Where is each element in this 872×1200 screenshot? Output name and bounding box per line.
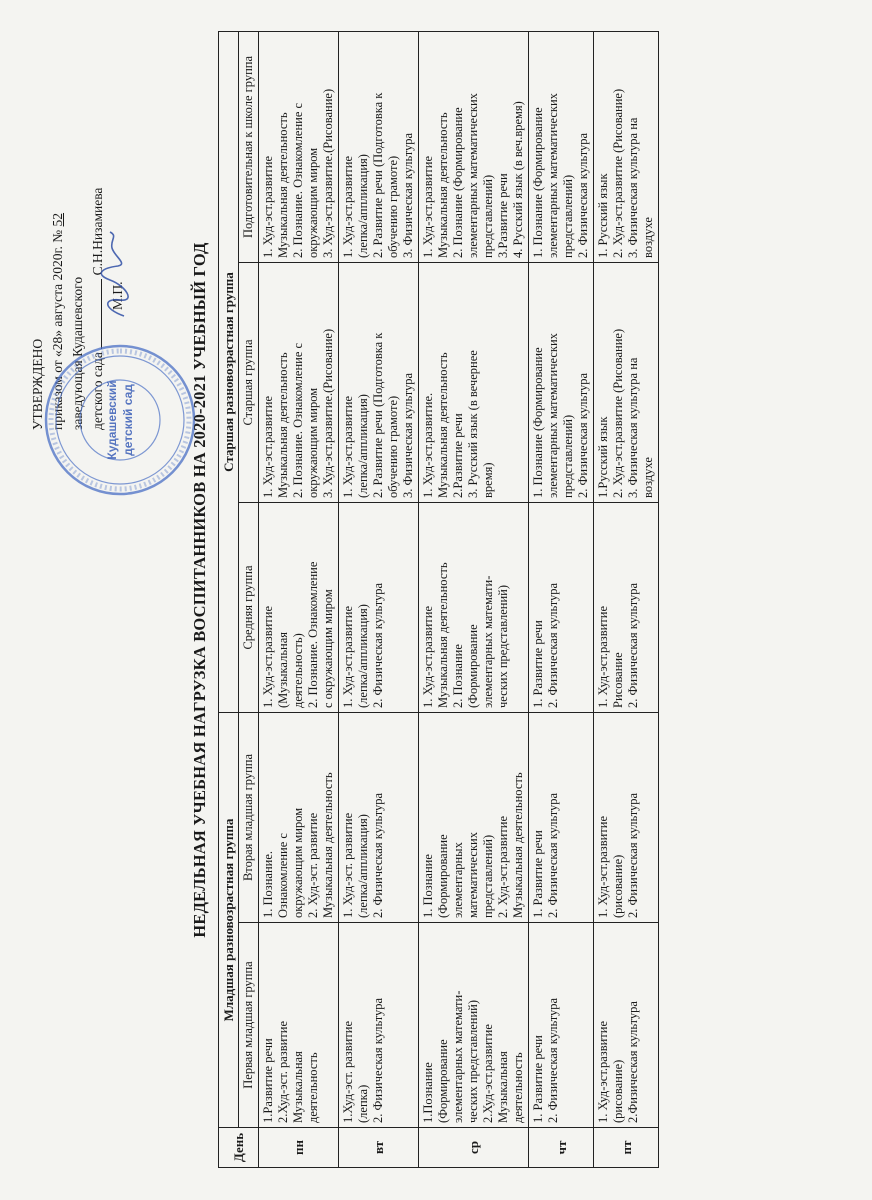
stamp-center-line2: детский сад	[121, 384, 135, 456]
activity-line: 1. Худ-эст.развитие	[261, 395, 275, 498]
senior-group-header: Старшая разновозрастная группа	[219, 32, 239, 713]
activity-line: представлений)	[481, 834, 495, 918]
activity-line: (лепка/аппликация)	[356, 154, 370, 258]
activity-line: 1.Русский язык	[596, 416, 610, 498]
activity-line: элементарных математи-	[481, 575, 495, 708]
round-seal-stamp	[40, 340, 200, 500]
column-header: Вторая младшая группа	[239, 713, 259, 923]
activity-line: 2. Познание. Ознакомление с	[291, 342, 305, 498]
schedule-cell	[594, 923, 659, 1128]
approval-signer-name: С.Н.Низамиева	[90, 187, 105, 276]
activity-line: представлений)	[481, 174, 495, 258]
day-cell: чт	[529, 1128, 594, 1168]
activity-line: Музыкальная	[496, 1051, 510, 1123]
activity-line: 2. Физическая культура	[371, 582, 385, 708]
activity-line: математических	[466, 832, 480, 918]
activity-line: 2. Физическая культура	[626, 792, 640, 918]
schedule-cell	[594, 263, 659, 503]
activity-line: 1. Познание (Формирование	[531, 107, 545, 258]
activity-line: Музыкальная деятельность	[436, 112, 450, 258]
activity-line: 2. Физическая культура	[371, 997, 385, 1123]
activity-line: элементарных математических	[546, 93, 560, 258]
column-header: Средняя группа	[239, 503, 259, 713]
table-row	[339, 32, 419, 1168]
schedule-cell	[594, 503, 659, 713]
activity-line: 3.Развитие речи	[496, 173, 510, 258]
activity-line: окружающим миром	[306, 387, 320, 498]
activity-line: элементарных математи-	[451, 990, 465, 1123]
approval-position: заведующая Кудашевского	[70, 276, 85, 430]
activity-line: Ознакомление с	[276, 833, 290, 918]
activity-line: элементарных математических	[466, 93, 480, 258]
activity-line: 3. Физическая культура на	[626, 117, 640, 258]
activity-line: 1.Худ-эст. развитие	[341, 1020, 355, 1123]
activity-line: деятельность)	[291, 633, 305, 708]
document-title: НЕДЕЛЬНАЯ УЧЕБНАЯ НАГРУЗКА ВОСПИТАННИКОВ НА 2020-2021 УЧЕБНЫЙ ГОД	[190, 242, 209, 938]
approval-org: детского сада	[90, 352, 105, 430]
approval-order-number: 52	[50, 212, 65, 227]
activity-line: 2. Физическая культура	[546, 997, 560, 1123]
group-header-row	[219, 32, 239, 1168]
activity-line: 3. Худ-эст.развитие.(Рисование)	[321, 88, 335, 258]
schedule-cell	[339, 713, 419, 923]
activity-line: 2. Развитие речи (Подготовка к	[371, 332, 385, 498]
table-row	[594, 32, 659, 1168]
activity-line: (лепка/аппликация)	[356, 814, 370, 918]
activity-line: 3. Физическая культура	[401, 372, 415, 498]
activity-line: 2. Физическая культура	[576, 372, 590, 498]
activity-line: 1. Худ-эст.развитие	[421, 155, 435, 258]
day-cell: вт	[339, 1128, 419, 1168]
table-row	[419, 32, 529, 1168]
activity-line: 1.Познание	[421, 1062, 435, 1123]
activity-line: (рисование)	[611, 1059, 625, 1123]
schedule-cell	[259, 32, 339, 263]
schedule-cell	[529, 503, 594, 713]
activity-line: 2. Познание. Ознакомление с	[291, 102, 305, 258]
activity-line: 1. Худ-эст.развитие	[341, 155, 355, 258]
activity-line: 3. Русский язык (в вечернее	[466, 350, 480, 498]
activity-line: 1. Худ-эст.развитие.	[421, 392, 435, 498]
activity-line: 1. Худ-эст.развитие	[596, 1020, 610, 1123]
schedule-cell	[259, 713, 339, 923]
activity-line: (Музыкальная	[276, 631, 290, 708]
activity-line: 2. Познание (Формирование	[451, 107, 465, 258]
activity-line: 1. Русский язык	[596, 173, 610, 258]
activity-line: воздухе	[641, 457, 655, 498]
activity-line: 2.Физическая культура	[626, 1001, 640, 1123]
activity-line: с окружающим миром	[321, 589, 335, 708]
schedule-cell	[419, 713, 529, 923]
schedule-cell	[529, 263, 594, 503]
activity-line: ческих представлений)	[466, 1000, 480, 1123]
activity-line: 1. Худ-эст.развитие	[421, 605, 435, 708]
activity-line: Музыкальная деятельность	[321, 772, 335, 918]
activity-line: представлений)	[561, 174, 575, 258]
activity-line: 1.Развитие речи	[261, 1038, 275, 1123]
activity-line: 4. Русский язык (в веч.время)	[511, 101, 525, 258]
activity-line: 2. Физическая культура	[546, 792, 560, 918]
schedule-cell	[419, 923, 529, 1128]
schedule-cell	[419, 32, 529, 263]
day-cell: пт	[594, 1128, 659, 1168]
activity-line: 1. Худ-эст.развитие	[261, 155, 275, 258]
schedule-table	[218, 31, 659, 1168]
schedule-cell	[419, 263, 529, 503]
activity-line: Музыкальная деятельность	[276, 352, 290, 498]
handwritten-signature	[96, 230, 136, 320]
activity-line: элементарных математических	[546, 333, 560, 498]
schedule-cell	[529, 32, 594, 263]
schedule-cell	[339, 923, 419, 1128]
activity-line: 3. Худ-эст.развитие.(Рисование)	[321, 328, 335, 498]
activity-line: 1. Развитие речи	[531, 620, 545, 708]
schedule-cell	[529, 923, 594, 1128]
activity-line: 1. Худ-эст.развитие	[596, 815, 610, 918]
column-header: Старшая группа	[239, 263, 259, 503]
approval-heading: УТВЕРЖДЕНО	[30, 338, 45, 430]
column-header-row	[239, 32, 259, 1168]
activity-line: ческих представлений)	[496, 585, 510, 708]
activity-line: 1. Познание.	[261, 850, 275, 918]
activity-line: Музыкальная деятельность	[511, 772, 525, 918]
activity-line: Музыкальная деятельность	[276, 112, 290, 258]
activity-line: 2. Физическая культура	[371, 792, 385, 918]
schedule-cell	[419, 503, 529, 713]
activity-line: 2. Худ-эст. развитие	[306, 812, 320, 918]
activity-line: (рисование)	[611, 854, 625, 918]
table-row	[259, 32, 339, 1168]
activity-line: (лепка/аппликация)	[356, 604, 370, 708]
activity-line: 3. Физическая культура на	[626, 357, 640, 498]
activity-line: (Формирование	[436, 1039, 450, 1123]
approval-seal-mark: М.П.	[110, 281, 125, 310]
activity-line: Музыкальная деятельность	[436, 562, 450, 708]
activity-line: 2.Худ-эст.развитие	[481, 1024, 495, 1123]
schedule-cell	[259, 503, 339, 713]
activity-line: деятельность	[511, 1052, 525, 1123]
activity-line: 2. Худ-эст.развитие	[496, 815, 510, 918]
column-header: Первая младшая группа	[239, 923, 259, 1128]
activity-line: 2. Развитие речи (Подготовка к	[371, 92, 385, 258]
activity-line: окружающим миром	[291, 807, 305, 918]
activity-line: 1. Познание (Формирование	[531, 347, 545, 498]
activity-line: обучению грамоте)	[386, 155, 400, 258]
activity-line: 2.Развитие речи	[451, 413, 465, 498]
table-row	[529, 32, 594, 1168]
activity-line: 2. Познание. Ознакомление	[306, 561, 320, 708]
approval-order-text: приказом от «28» августа 2020г. №	[50, 229, 65, 430]
activity-line: 2. Худ-эст.развитие (Рисование)	[611, 328, 625, 498]
column-header: Подготовительная к школе группа	[239, 32, 259, 263]
activity-line: 1. Худ-эст.развитие	[341, 395, 355, 498]
activity-line: 2.Худ-эст. развитие	[276, 1020, 290, 1123]
activity-line: обучению грамоте)	[386, 395, 400, 498]
activity-line: 1. Худ-эст.развитие	[341, 605, 355, 708]
activity-line: 1. Развитие речи	[531, 830, 545, 918]
activity-line: 2. Физическая культура	[576, 132, 590, 258]
activity-line: 1. Худ-эст.развитие	[596, 605, 610, 708]
day-column-header: День	[219, 1128, 259, 1168]
activity-line: 1. Худ-эст.развитие	[261, 605, 275, 708]
stamp-center-line1: Кудашевский	[105, 380, 119, 460]
activity-line: Музыкальная	[291, 1051, 305, 1123]
activity-line: (Формирование	[466, 624, 480, 708]
day-cell: пн	[259, 1128, 339, 1168]
activity-line: (лепка)	[356, 1084, 370, 1123]
schedule-body	[259, 32, 659, 1168]
young-group-header: Младшая разновозрастная группа	[219, 713, 239, 1128]
schedule-cell	[339, 263, 419, 503]
activity-line: 2. Физическая культура	[546, 582, 560, 708]
activity-line: 3. Физическая культура	[401, 132, 415, 258]
activity-line: (Формирование	[436, 834, 450, 918]
activity-line: Рисование	[611, 652, 625, 708]
activity-line: деятельность	[306, 1052, 320, 1123]
activity-line: 1. Познание	[421, 854, 435, 918]
day-cell: ср	[419, 1128, 529, 1168]
activity-line: Музыкальная деятельность	[436, 352, 450, 498]
schedule-cell	[529, 713, 594, 923]
activity-line: элементарных	[451, 842, 465, 918]
activity-line: 2. Физическая культура	[626, 582, 640, 708]
activity-line: воздухе	[641, 217, 655, 258]
activity-line: время)	[481, 462, 495, 498]
schedule-cell	[339, 503, 419, 713]
schedule-cell	[259, 923, 339, 1128]
schedule-cell	[339, 32, 419, 263]
schedule-cell	[594, 713, 659, 923]
activity-line: 2. Худ-эст.развитие (Рисование)	[611, 88, 625, 258]
activity-line: представлений)	[561, 414, 575, 498]
activity-line: 1. Развитие речи	[531, 1035, 545, 1123]
schedule-cell	[594, 32, 659, 263]
activity-line: (лепка/аппликация)	[356, 394, 370, 498]
activity-line: 2. Познание	[451, 644, 465, 708]
activity-line: окружающим миром	[306, 147, 320, 258]
schedule-cell	[259, 263, 339, 503]
activity-line: 1. Худ-эст. развитие	[341, 812, 355, 918]
